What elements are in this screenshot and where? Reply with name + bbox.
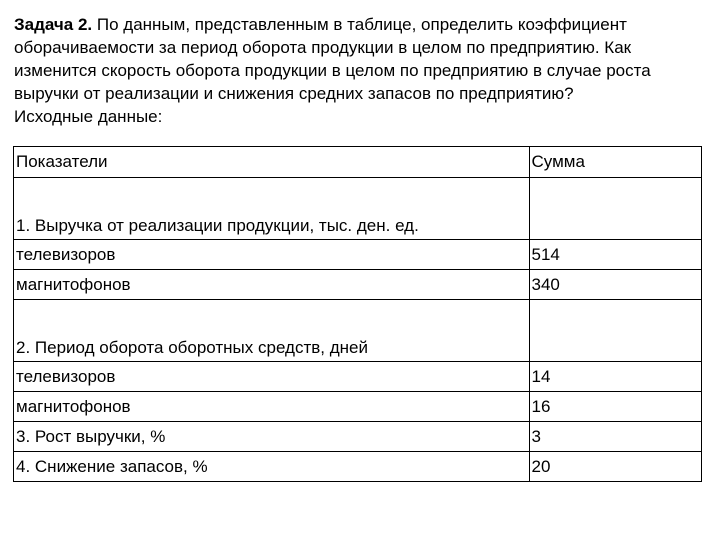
row-value: 16 <box>529 392 702 422</box>
row-value <box>529 300 702 362</box>
row-label: магнитофонов <box>14 392 530 422</box>
table-row <box>14 300 702 362</box>
table-row <box>14 392 702 422</box>
row-label: 4. Снижение запасов, % <box>14 452 530 482</box>
row-value <box>529 178 702 240</box>
task-line-1 <box>14 13 704 36</box>
row-label: 1. Выручка от реализации продукции, тыс. ден. ед. <box>14 178 530 240</box>
row-value: 20 <box>529 452 702 482</box>
task-line-3: изменится скорость оборота продукции в целом по предприятию в случае роста <box>14 61 651 80</box>
table-header-row <box>14 147 702 178</box>
task-line-5: Исходные данные: <box>14 107 163 126</box>
table-row <box>14 452 702 482</box>
header-sum: Сумма <box>529 147 702 178</box>
row-label: 3. Рост выручки, % <box>14 422 530 452</box>
table-row <box>14 178 702 240</box>
table-row <box>14 240 702 270</box>
row-value: 340 <box>529 270 702 300</box>
task-line-4: выручки от реализации и снижения средних запасов по предприятию? <box>14 84 574 103</box>
row-value: 14 <box>529 362 702 392</box>
row-label: магнитофонов <box>14 270 530 300</box>
row-label: телевизоров <box>14 240 530 270</box>
table-row <box>14 422 702 452</box>
row-label: телевизоров <box>14 362 530 392</box>
task-line-1-text: По данным, представленным в таблице, определить коэффициент <box>92 15 627 34</box>
table-row <box>14 362 702 392</box>
source-data-table <box>13 146 702 482</box>
row-value: 514 <box>529 240 702 270</box>
task-text <box>14 13 704 128</box>
task-line-2: оборачиваемости за период оборота продукции в целом по предприятию. Как <box>14 38 632 57</box>
row-value: 3 <box>529 422 702 452</box>
task-lead: Задача 2. <box>14 15 93 34</box>
header-indicators: Показатели <box>14 147 530 178</box>
row-label: 2. Период оборота оборотных средств, дней <box>14 300 530 362</box>
table-row <box>14 270 702 300</box>
